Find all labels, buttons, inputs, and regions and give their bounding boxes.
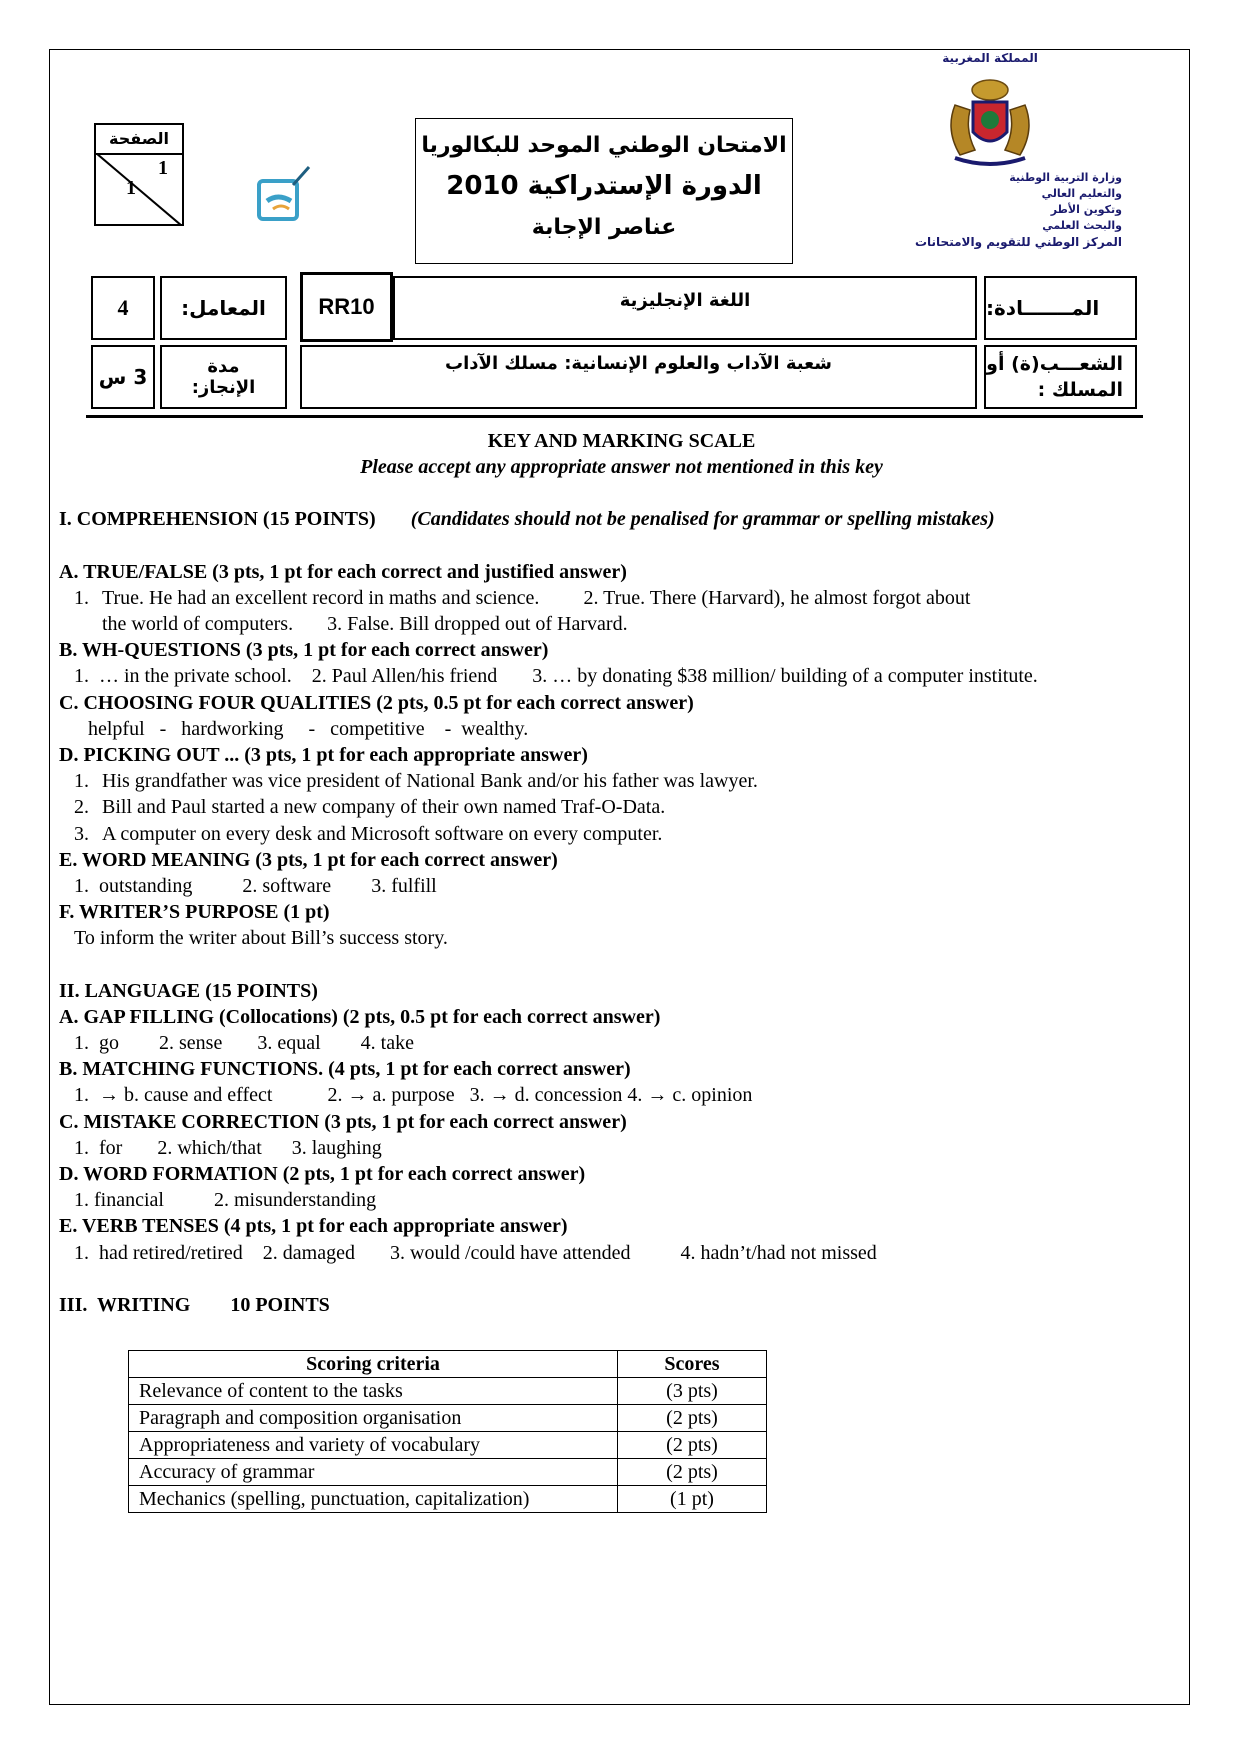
table-row xyxy=(129,1432,767,1459)
page-divider-diagonal xyxy=(96,153,182,226)
table-header-row xyxy=(129,1351,767,1378)
section-f-line: To inform the writer about Bill’s success story. xyxy=(74,927,448,950)
language-b-line: 1. → b. cause and effect 2. → a. purpose 3. → d. concession 4. → c. opinion xyxy=(74,1084,753,1107)
page-number-box xyxy=(94,123,184,226)
section-e-title: E. WORD MEANING (3 pts, 1 pt for each correct answer) xyxy=(59,848,558,871)
language-d-title: D. WORD FORMATION (2 pts, 1 pt for each correct answer) xyxy=(59,1163,586,1186)
subject-value: اللغة الإنجليزية xyxy=(393,276,977,340)
criteria-cell: Mechanics (spelling, punctuation, capitalization) xyxy=(129,1486,618,1513)
header-rule xyxy=(86,415,1143,418)
language-a-line: 1. go 2. sense 3. equal 4. take xyxy=(74,1032,414,1055)
stream-label: الشعـــب(ة) أو المسلك : xyxy=(984,345,1137,409)
exam-title-line3: عناصر الإجابة xyxy=(531,214,677,240)
language-e-line: 1. had retired/retired 2. damaged 3. would /could have attended 4. hadn’t/had not missed xyxy=(74,1241,877,1264)
section-a-title: A. TRUE/FALSE (3 pts, 1 pt for each correct and justified answer) xyxy=(59,560,627,583)
ministry-line: والتعليم العالي xyxy=(1041,187,1122,200)
comprehension-heading: I. COMPREHENSION (15 POINTS) xyxy=(59,508,376,531)
duration-value: 3 س xyxy=(91,345,155,409)
section-e-line: 1. outstanding 2. software 3. fulfill xyxy=(74,875,437,898)
coefficient-value: 4 xyxy=(91,276,155,340)
criteria-cell: Appropriateness and variety of vocabulary xyxy=(129,1432,618,1459)
list-item: 3. A computer on every desk and Microsoft software on every computer. xyxy=(74,822,663,845)
section-b-title: B. WH-QUESTIONS (3 pts, 1 pt for each correct answer) xyxy=(59,639,549,662)
criteria-cell: Relevance of content to the tasks xyxy=(129,1378,618,1405)
ministry-name xyxy=(860,170,1122,250)
ministry-line: والبحث العلمي xyxy=(1042,219,1122,232)
scoring-criteria-table xyxy=(128,1350,767,1513)
stream-value: شعبة الآداب والعلوم الإنسانية: مسلك الآداب xyxy=(300,345,977,409)
score-cell: (2 pts) xyxy=(618,1405,767,1432)
col-scores-header: Scores xyxy=(618,1351,767,1378)
key-subtitle: Please accept any appropriate answer not mentioned in this key xyxy=(360,456,883,479)
coefficient-label: المعامل: xyxy=(160,276,287,340)
list-item: 2. Bill and Paul started a new company of their own named Traf-O-Data. xyxy=(74,796,666,819)
exam-title-line1: الامتحان الوطني الموحد للبكالوريا xyxy=(421,133,787,158)
evaluation-center-logo-icon xyxy=(253,163,315,225)
score-cell: (1 pt) xyxy=(618,1486,767,1513)
score-cell: (2 pts) xyxy=(618,1432,767,1459)
table-row xyxy=(129,1459,767,1486)
comprehension-heading-row xyxy=(59,506,1184,532)
answer-key-body xyxy=(59,428,1184,1318)
subject-code: RR10 xyxy=(300,272,393,342)
section-d-title: D. PICKING OUT ... (3 pts, 1 pt for each appropriate answer) xyxy=(59,744,588,767)
criteria-cell: Paragraph and composition organisation xyxy=(129,1405,618,1432)
language-heading: II. LANGUAGE (15 POINTS) xyxy=(59,979,318,1002)
language-d-line: 1. financial 2. misunderstanding xyxy=(74,1189,377,1212)
score-cell: (2 pts) xyxy=(618,1459,767,1486)
exam-title-box xyxy=(415,118,793,264)
subject-label: المـــــــادة: xyxy=(984,276,1137,340)
key-title: KEY AND MARKING SCALE xyxy=(487,430,756,452)
language-a-title: A. GAP FILLING (Collocations) (2 pts, 0.5 pt for each correct answer) xyxy=(59,1005,661,1028)
ministry-line: المركز الوطني للتقويم والامتحانات xyxy=(914,235,1122,249)
language-e-title: E. VERB TENSES (4 pts, 1 pt for each appropriate answer) xyxy=(59,1215,568,1238)
section-c-title: C. CHOOSING FOUR QUALITIES (2 pts, 0.5 pt for each correct answer) xyxy=(59,691,694,714)
language-c-line: 1. for 2. which/that 3. laughing xyxy=(74,1136,382,1159)
page-label: الصفحة xyxy=(96,125,182,155)
criteria-cell: Accuracy of grammar xyxy=(129,1459,618,1486)
duration-label: مدة الإنجاز: xyxy=(160,345,287,409)
writing-heading: III. WRITING 10 POINTS xyxy=(59,1293,330,1316)
section-b-line: 1. … in the private school. 2. Paul Allen/his friend 3. … by donating $38 million/ building of a computer institute. xyxy=(74,665,1038,688)
ministry-line: وتكوين الأطر xyxy=(1050,203,1122,216)
col-criteria-header: Scoring criteria xyxy=(129,1351,618,1378)
list-item: 1. His grandfather was vice president of National Bank and/or his father was lawyer. xyxy=(74,770,758,793)
moroccan-coat-of-arms-icon xyxy=(935,70,1045,170)
section-a-line2: the world of computers. 3. False. Bill dropped out of Harvard. xyxy=(102,613,628,636)
comprehension-note: (Candidates should not be penalised for grammar or spelling mistakes) xyxy=(410,508,995,531)
section-f-title: F. WRITER’S PURPOSE (1 pt) xyxy=(59,901,330,924)
language-c-title: C. MISTAKE CORRECTION (3 pts, 1 pt for each correct answer) xyxy=(59,1110,627,1133)
score-cell: (3 pts) xyxy=(618,1378,767,1405)
table-row xyxy=(129,1405,767,1432)
kingdom-label: المملكة المغربية xyxy=(942,51,1038,65)
table-row xyxy=(129,1486,767,1513)
exam-title-line2: الدورة الإستدراكية 2010 xyxy=(446,171,762,202)
table-row xyxy=(129,1378,767,1405)
ministry-line: وزارة التربية الوطنية xyxy=(1009,171,1122,184)
section-a-line1: 1. True. He had an excellent record in maths and science. 2. True. There (Harvard), he almost forgot about xyxy=(74,586,971,609)
language-b-title: B. MATCHING FUNCTIONS. (4 pts, 1 pt for each correct answer) xyxy=(59,1058,631,1081)
page-total: 1 xyxy=(126,177,136,199)
section-c-line: helpful - hardworking - competitive - wealthy. xyxy=(88,717,529,740)
page-current: 1 xyxy=(158,157,168,179)
